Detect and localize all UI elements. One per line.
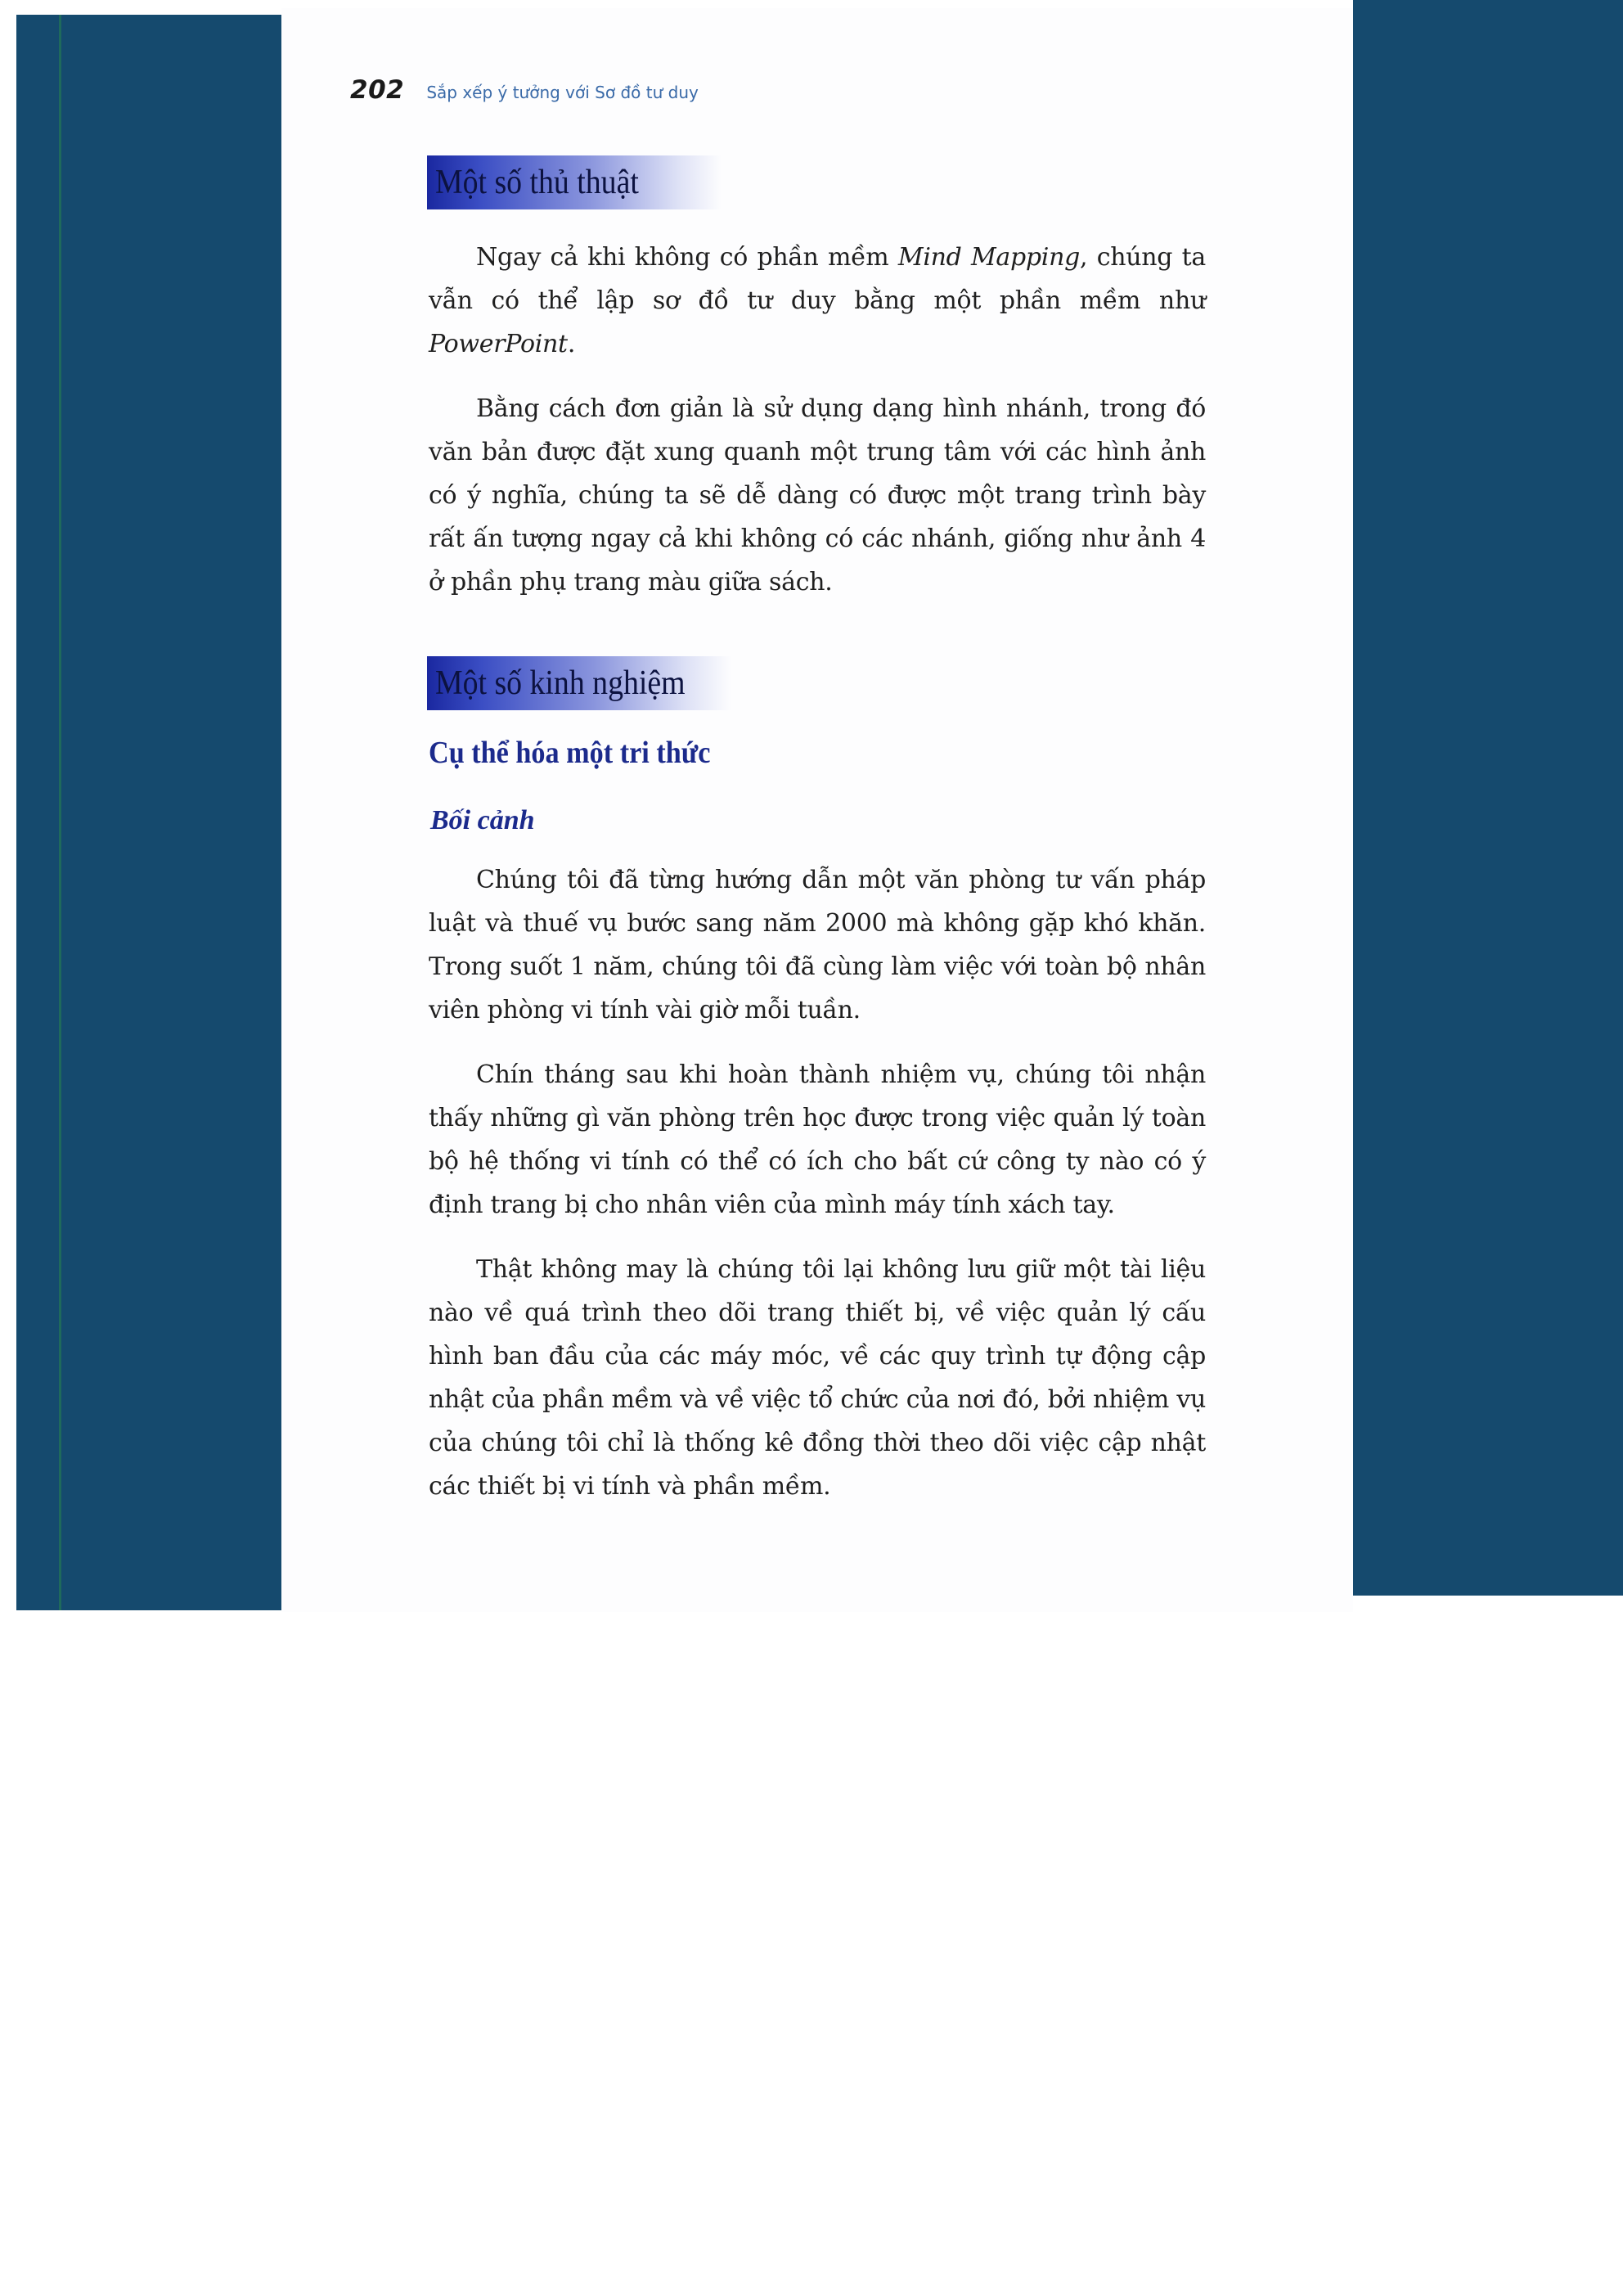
section-heading-tips-text: Một số thủ thuật bbox=[435, 164, 639, 201]
section-heading-tips bbox=[427, 155, 722, 209]
paragraph bbox=[429, 387, 1206, 604]
emphasis-powerpoint: PowerPoint bbox=[429, 330, 568, 358]
left-background-band bbox=[16, 15, 288, 1610]
text-run: Bằng cách đơn giản là sử dụng dạng hình nhánh, trong đó văn bản được đặt xung quanh một trung tâm với các hình ảnh có ý nghĩa, chúng ta sẽ dễ dàng có được một trang trình bày rất ấn tượng ngay cả khi không có các nhánh, giống như ảnh 4 ở phần phụ trang màu giữa sách. bbox=[429, 394, 1206, 597]
text-run: Ngay cả khi không có phần mềm bbox=[476, 243, 898, 272]
paragraph bbox=[429, 858, 1206, 1032]
section-heading-experience-text: Một số kinh nghiệm bbox=[435, 664, 686, 702]
emphasis-mind-mapping: Mind Mapping bbox=[897, 243, 1081, 272]
right-background-band bbox=[1353, 0, 1623, 1596]
text-run: Chúng tôi đã từng hướng dẫn một văn phòng tư vấn pháp luật và thuế vụ bước sang năm 2000 mà không gặp khó khăn. Trong suốt 1 năm, chúng tôi đã cùng làm việc với toàn bộ nhân viên phòng vi tính vài giờ mỗi tuần. bbox=[429, 866, 1206, 1024]
page-number: 202 bbox=[350, 75, 405, 105]
left-band-stripe bbox=[59, 15, 61, 1610]
paragraph bbox=[429, 236, 1206, 366]
paragraph bbox=[429, 1053, 1206, 1227]
text-run: Thật không may là chúng tôi lại không lưu giữ một tài liệu nào về quá trình theo dõi trang thiết bị, về việc quản lý cấu hình ban đầu của các máy móc, về các quy trình tự động cập nhật của phần mềm và về việc tổ chức của nơi đó, bởi nhiệm vụ của chúng tôi chỉ là thống kê đồng thời theo dõi việc cập nhật các thiết bị vi tính và phần mềm. bbox=[429, 1255, 1206, 1501]
running-head bbox=[350, 75, 699, 108]
subheading: Cụ thể hóa một tri thức bbox=[429, 736, 711, 770]
subsubheading: Bối cảnh bbox=[430, 805, 535, 835]
text-run: Chín tháng sau khi hoàn thành nhiệm vụ, chúng tôi nhận thấy những gì văn phòng trên học được trong việc quản lý toàn bộ hệ thống vi tính có thể có ích cho bất cứ công ty nào có ý định trang bị cho nhân viên của mình máy tính xách tay. bbox=[429, 1060, 1206, 1219]
text-run: . bbox=[567, 330, 576, 358]
section-heading-experience bbox=[427, 656, 731, 710]
book-title: Sắp xếp ý tưởng với Sơ đồ tư duy bbox=[426, 83, 699, 102]
paragraph bbox=[429, 1248, 1206, 1508]
text-run: , chúng ta vẫn có thể lập sơ đồ tư duy bằng một phần mềm như bbox=[429, 243, 1207, 315]
